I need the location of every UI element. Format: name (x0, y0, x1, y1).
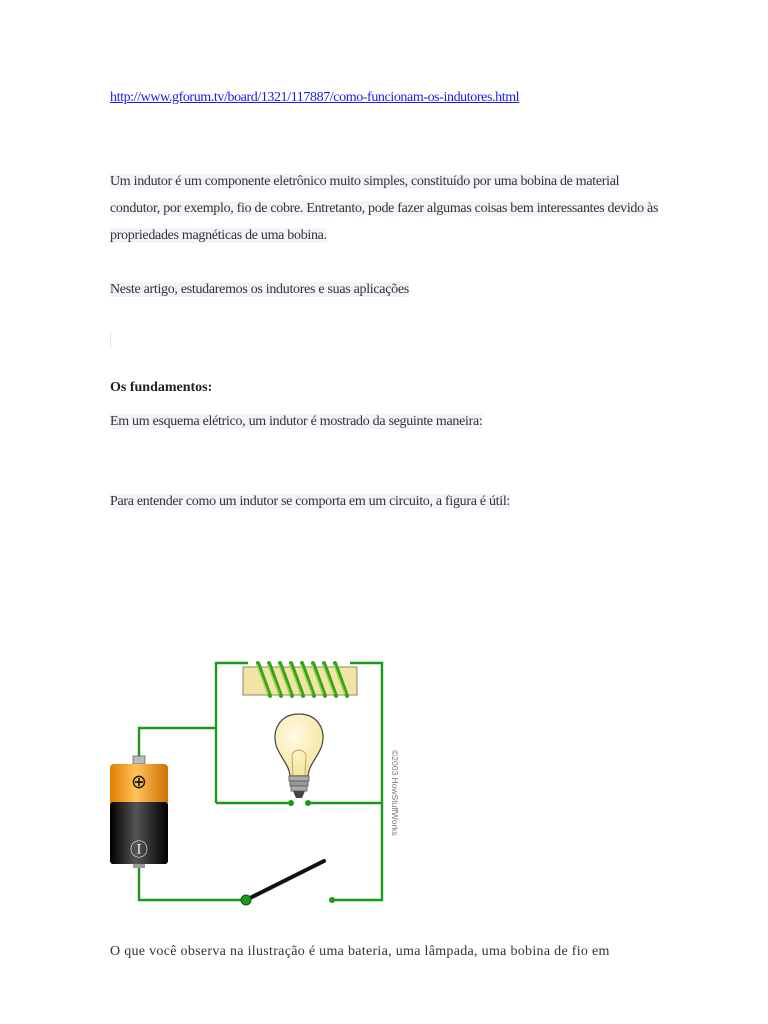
copyright-label: ©2003 HowStuffWorks (390, 750, 400, 836)
figure-intro-paragraph (110, 488, 510, 515)
observe-text: O que você observa na ilustração é uma bateria, uma lâmpada, uma bobina de fio em (110, 944, 610, 959)
text-cursor (110, 332, 111, 348)
section-heading: Os fundamentos: (110, 380, 213, 395)
battery-plus-symbol: ⊕ (131, 771, 147, 793)
source-link[interactable]: http://www.gforum.tv/board/1321/117887/como-funcionam-os-indutores.html (110, 90, 520, 105)
schematic-paragraph (110, 408, 482, 435)
intro-paragraph (110, 168, 670, 249)
inductor-circuit-figure (100, 650, 400, 910)
battery-minus-symbol: Ⓘ (130, 840, 148, 861)
switch-icon (241, 861, 335, 905)
figure-intro-text: Para entender como um indutor se comporta em um circuito, a figura é útil: (110, 494, 511, 509)
article-paragraph (110, 276, 409, 303)
inductor-coil (243, 663, 357, 696)
schematic-text: Em um esquema elétrico, um indutor é mostrado da seguinte maneira: (110, 414, 483, 429)
circuit-wires (139, 663, 382, 900)
light-bulb-icon (275, 714, 323, 806)
intro-text: Um indutor é um componente eletrônico muito simples, constituído por uma bobina de material condutor, por exemplo, fio de cobre. Entretanto, pode fazer algumas coisas bem interessantes devido às propriedades magnéticas de uma bobina. (110, 174, 659, 243)
observe-paragraph (110, 938, 670, 965)
article-text: Neste artigo, estudaremos os indutores e suas aplicações (110, 282, 409, 297)
